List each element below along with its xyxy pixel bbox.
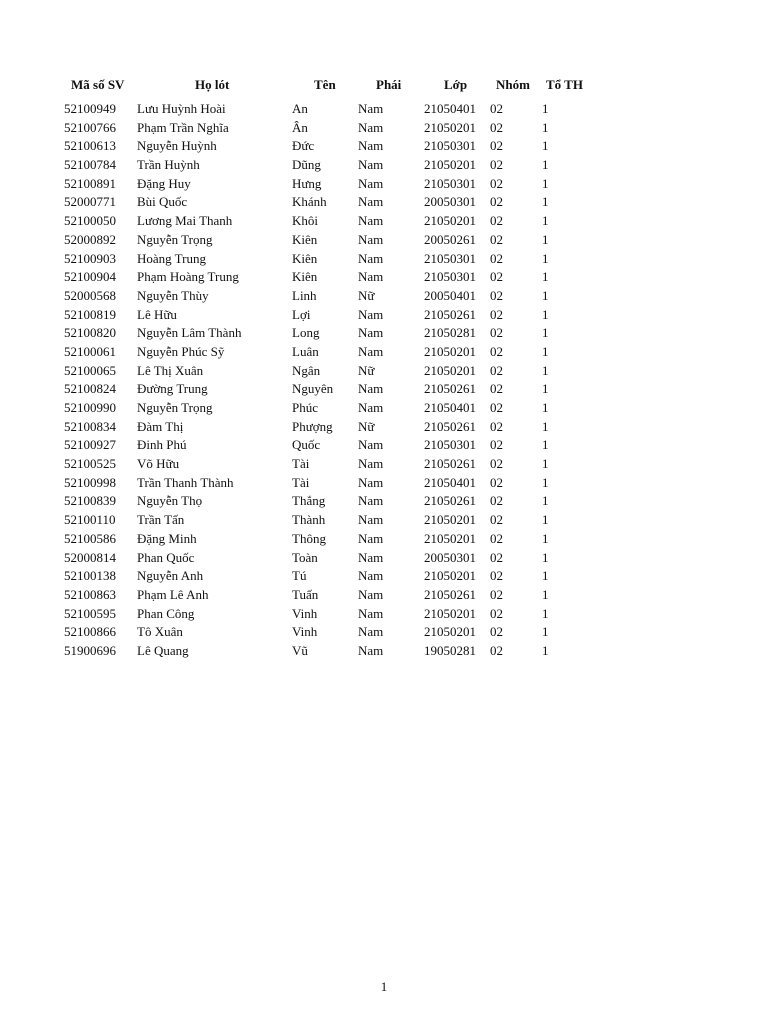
cell-nhom: 02 [490, 642, 503, 658]
cell-nhom: 02 [490, 568, 503, 584]
cell-nhom: 02 [490, 624, 503, 640]
cell-phai: Nam [358, 530, 384, 546]
cell-nhom: 02 [490, 343, 503, 359]
cell-ho-lot: Bùi Quốc [137, 194, 188, 210]
cell-ma-so-sv: 52000568 [64, 287, 116, 303]
cell-nhom: 02 [490, 250, 503, 266]
cell-phai: Nam [358, 456, 384, 472]
cell-ten: Tú [292, 568, 307, 584]
cell-to-th: 1 [542, 530, 549, 546]
cell-nhom: 02 [490, 605, 503, 621]
cell-phai: Nam [358, 250, 384, 266]
cell-ma-so-sv: 52100904 [64, 269, 116, 285]
cell-ma-so-sv: 52100525 [64, 456, 116, 472]
cell-lop: 19050281 [424, 642, 476, 658]
cell-ho-lot: Phan Quốc [137, 549, 195, 565]
cell-ma-so-sv: 52100110 [64, 512, 116, 528]
cell-ma-so-sv: 52000892 [64, 231, 116, 247]
cell-lop: 21050301 [424, 175, 476, 191]
cell-ho-lot: Trần Huỳnh [137, 157, 200, 173]
cell-ten: Tài [292, 456, 310, 472]
table-row [64, 418, 604, 437]
cell-phai: Nam [358, 624, 384, 640]
cell-nhom: 02 [490, 157, 503, 173]
table-row [64, 623, 604, 642]
cell-lop: 21050261 [424, 306, 476, 322]
cell-ho-lot: Đường Trung [137, 381, 208, 397]
cell-ten: Linh [292, 287, 317, 303]
table-row [64, 436, 604, 455]
cell-nhom: 02 [490, 213, 503, 229]
cell-ho-lot: Phạm Hoàng Trung [137, 269, 239, 285]
cell-lop: 21050201 [424, 362, 476, 378]
cell-ma-so-sv: 52100613 [64, 138, 116, 154]
cell-ho-lot: Đặng Minh [137, 530, 197, 546]
cell-to-th: 1 [542, 194, 549, 210]
table-row [64, 362, 604, 381]
cell-ten: Ngân [292, 362, 321, 378]
cell-lop: 21050261 [424, 381, 476, 397]
cell-phai: Nữ [358, 287, 375, 303]
header-lop: Lớp [444, 77, 468, 92]
cell-ten: Nguyên [292, 381, 334, 397]
cell-phai: Nữ [358, 362, 375, 378]
cell-nhom: 02 [490, 512, 503, 528]
cell-ho-lot: Nguyễn Trọng [137, 231, 213, 247]
cell-ho-lot: Lưu Huỳnh Hoài [137, 101, 226, 116]
cell-ho-lot: Lê Quang [137, 642, 189, 658]
cell-ma-so-sv: 52100866 [64, 624, 116, 640]
header-phai: Phái [376, 77, 402, 92]
cell-ho-lot: Đàm Thị [137, 418, 184, 434]
cell-nhom: 02 [490, 325, 503, 341]
cell-ma-so-sv: 52100784 [64, 157, 116, 173]
table-row [64, 193, 604, 212]
cell-lop: 21050261 [424, 586, 476, 602]
cell-phai: Nam [358, 306, 384, 322]
cell-ho-lot: Trần Tấn [137, 512, 185, 528]
cell-nhom: 02 [490, 175, 503, 191]
cell-ma-so-sv: 52100766 [64, 119, 116, 135]
cell-nhom: 02 [490, 231, 503, 247]
cell-phai: Nam [358, 175, 384, 191]
table-row [64, 156, 604, 175]
table-row [64, 119, 604, 138]
cell-ma-so-sv: 52100949 [64, 101, 116, 116]
cell-phai: Nam [358, 586, 384, 602]
table-row [64, 250, 604, 269]
cell-nhom: 02 [490, 456, 503, 472]
cell-to-th: 1 [542, 568, 549, 584]
cell-nhom: 02 [490, 586, 503, 602]
table-row [64, 492, 604, 511]
cell-phai: Nam [358, 101, 384, 116]
student-table [64, 75, 604, 661]
cell-ho-lot: Nguyễn Thùy [137, 287, 209, 303]
cell-ten: Phúc [292, 400, 318, 415]
cell-lop: 21050301 [424, 138, 476, 154]
cell-to-th: 1 [542, 512, 549, 528]
cell-ho-lot: Lê Thị Xuân [137, 362, 204, 378]
cell-ma-so-sv: 52000771 [64, 194, 116, 210]
cell-to-th: 1 [542, 157, 549, 173]
cell-ma-so-sv: 52100065 [64, 362, 116, 378]
cell-to-th: 1 [542, 586, 549, 602]
cell-ma-so-sv: 52100138 [64, 568, 116, 584]
header-to-th: Tổ TH [546, 77, 583, 92]
header-ho-lot: Họ lót [195, 77, 230, 92]
cell-ho-lot: Nguyễn Lâm Thành [137, 325, 242, 341]
cell-to-th: 1 [542, 269, 549, 285]
table-row [64, 530, 604, 549]
table-row [64, 306, 604, 325]
cell-to-th: 1 [542, 213, 549, 229]
cell-nhom: 02 [490, 306, 503, 322]
cell-to-th: 1 [542, 624, 549, 640]
cell-phai: Nam [358, 119, 384, 135]
cell-to-th: 1 [542, 605, 549, 621]
cell-nhom: 02 [490, 493, 503, 509]
table-row [64, 380, 604, 399]
cell-ten: Quốc [292, 437, 321, 453]
cell-nhom: 02 [490, 287, 503, 303]
cell-ma-so-sv: 52100824 [64, 381, 116, 397]
cell-ten: Thông [292, 530, 326, 546]
cell-phai: Nam [358, 269, 384, 285]
cell-phai: Nam [358, 138, 384, 154]
page-number: 1 [380, 979, 388, 994]
cell-ma-so-sv: 52100834 [64, 418, 116, 434]
cell-ten: Tuấn [292, 586, 319, 602]
cell-lop: 21050281 [424, 325, 476, 341]
cell-ten: An [292, 101, 308, 116]
cell-to-th: 1 [542, 362, 549, 378]
cell-nhom: 02 [490, 530, 503, 546]
table-row [64, 287, 604, 306]
cell-lop: 20050261 [424, 231, 476, 247]
table-row [64, 100, 604, 119]
cell-ten: Toàn [292, 549, 318, 565]
table-row [64, 567, 604, 586]
cell-lop: 21050261 [424, 456, 476, 472]
header-ma-so-sv: Mã số SV [71, 77, 125, 92]
cell-to-th: 1 [542, 437, 549, 453]
cell-nhom: 02 [490, 119, 503, 135]
table-header-row [64, 75, 604, 95]
cell-phai: Nam [358, 437, 384, 453]
cell-ten: Khôi [292, 213, 318, 229]
cell-lop: 20050401 [424, 287, 476, 303]
cell-to-th: 1 [542, 549, 549, 565]
cell-ho-lot: Trần Thanh Thành [137, 474, 234, 490]
table-row [64, 549, 604, 568]
cell-ho-lot: Phan Công [137, 605, 195, 621]
table-row [64, 137, 604, 156]
cell-nhom: 02 [490, 437, 503, 453]
cell-ma-so-sv: 52100863 [64, 586, 116, 602]
cell-ma-so-sv: 51900696 [64, 642, 116, 658]
cell-ho-lot: Nguyễn Phúc Sỹ [137, 343, 225, 359]
cell-ho-lot: Đinh Phú [137, 437, 187, 453]
cell-ho-lot: Lương Mai Thanh [137, 213, 233, 229]
cell-nhom: 02 [490, 269, 503, 285]
cell-ten: Hưng [292, 175, 322, 191]
cell-to-th: 1 [542, 287, 549, 303]
cell-lop: 21050401 [424, 474, 476, 490]
cell-lop: 21050201 [424, 119, 476, 135]
cell-nhom: 02 [490, 101, 503, 116]
table-row [64, 642, 604, 661]
cell-phai: Nam [358, 231, 384, 247]
cell-ho-lot: Nguyễn Huỳnh [137, 138, 217, 154]
cell-phai: Nữ [358, 418, 375, 434]
cell-lop: 21050201 [424, 343, 476, 359]
cell-ten: Dũng [292, 157, 321, 173]
table-row [64, 343, 604, 362]
cell-ten: Vũ [292, 642, 308, 658]
cell-ho-lot: Nguyễn Thọ [137, 493, 203, 509]
cell-ma-so-sv: 52100903 [64, 250, 116, 266]
cell-ma-so-sv: 52100820 [64, 325, 116, 341]
cell-phai: Nam [358, 400, 384, 415]
cell-to-th: 1 [542, 474, 549, 490]
cell-phai: Nam [358, 512, 384, 528]
cell-phai: Nam [358, 605, 384, 621]
cell-to-th: 1 [542, 493, 549, 509]
cell-to-th: 1 [542, 175, 549, 191]
cell-ten: Tài [292, 474, 310, 490]
cell-ho-lot: Nguyễn Trọng [137, 400, 213, 415]
table-body [64, 100, 604, 661]
cell-ma-so-sv: 52100891 [64, 175, 116, 191]
table-row [64, 212, 604, 231]
cell-ma-so-sv: 52100595 [64, 605, 116, 621]
cell-ten: Kiên [292, 269, 318, 285]
cell-to-th: 1 [542, 642, 549, 658]
cell-lop: 21050261 [424, 418, 476, 434]
cell-to-th: 1 [542, 400, 549, 415]
table-row [64, 511, 604, 530]
cell-ho-lot: Phạm Lê Anh [137, 586, 209, 602]
cell-lop: 21050261 [424, 493, 476, 509]
cell-to-th: 1 [542, 138, 549, 154]
cell-lop: 21050201 [424, 157, 476, 173]
cell-phai: Nam [358, 381, 384, 397]
cell-to-th: 1 [542, 101, 549, 116]
cell-ma-so-sv: 52000814 [64, 549, 116, 565]
cell-ten: Kiên [292, 250, 318, 266]
cell-to-th: 1 [542, 418, 549, 434]
cell-ma-so-sv: 52100998 [64, 474, 116, 490]
cell-ma-so-sv: 52100927 [64, 437, 116, 453]
header-nhom: Nhóm [496, 77, 530, 92]
cell-ho-lot: Hoàng Trung [137, 250, 206, 266]
cell-lop: 21050201 [424, 605, 476, 621]
cell-lop: 21050201 [424, 568, 476, 584]
cell-phai: Nam [358, 474, 384, 490]
cell-ho-lot: Võ Hữu [137, 456, 180, 472]
cell-ma-so-sv: 52100839 [64, 493, 116, 509]
cell-lop: 21050201 [424, 530, 476, 546]
table-row [64, 605, 604, 624]
cell-to-th: 1 [542, 250, 549, 266]
cell-to-th: 1 [542, 381, 549, 397]
cell-ten: Đức [292, 138, 315, 154]
cell-ma-so-sv: 52100050 [64, 213, 116, 229]
cell-nhom: 02 [490, 138, 503, 154]
table-row [64, 586, 604, 605]
cell-nhom: 02 [490, 474, 503, 490]
cell-ten: Luân [292, 343, 319, 359]
cell-nhom: 02 [490, 362, 503, 378]
cell-nhom: 02 [490, 400, 503, 415]
cell-to-th: 1 [542, 231, 549, 247]
cell-ma-so-sv: 52100990 [64, 400, 116, 415]
cell-ten: Khánh [292, 194, 327, 210]
table-row [64, 455, 604, 474]
cell-phai: Nam [358, 568, 384, 584]
cell-ten: Long [292, 325, 320, 341]
cell-lop: 21050201 [424, 512, 476, 528]
cell-phai: Nam [358, 213, 384, 229]
cell-nhom: 02 [490, 194, 503, 210]
cell-nhom: 02 [490, 418, 503, 434]
cell-phai: Nam [358, 549, 384, 565]
cell-lop: 21050301 [424, 269, 476, 285]
cell-to-th: 1 [542, 119, 549, 135]
cell-lop: 21050301 [424, 437, 476, 453]
table-row [64, 399, 604, 418]
cell-ho-lot: Nguyễn Anh [137, 568, 204, 584]
cell-ten: Ân [292, 119, 308, 135]
cell-phai: Nam [358, 157, 384, 173]
cell-ten: Lợi [292, 306, 311, 322]
cell-lop: 21050201 [424, 213, 476, 229]
cell-ma-so-sv: 52100061 [64, 343, 116, 359]
cell-to-th: 1 [542, 306, 549, 322]
cell-phai: Nam [358, 325, 384, 341]
cell-phai: Nam [358, 343, 384, 359]
cell-to-th: 1 [542, 325, 549, 341]
cell-lop: 21050201 [424, 624, 476, 640]
cell-ma-so-sv: 52100586 [64, 530, 116, 546]
cell-ten: Vinh [292, 624, 318, 640]
cell-ten: Vinh [292, 605, 318, 621]
table-row [64, 175, 604, 194]
cell-to-th: 1 [542, 456, 549, 472]
table-row [64, 268, 604, 287]
cell-lop: 20050301 [424, 194, 476, 210]
cell-ten: Phượng [292, 418, 333, 434]
cell-phai: Nam [358, 642, 384, 658]
cell-ho-lot: Lê Hữu [137, 306, 177, 322]
cell-ho-lot: Tô Xuân [137, 624, 183, 640]
cell-ten: Thành [292, 512, 326, 528]
cell-to-th: 1 [542, 343, 549, 359]
cell-lop: 21050401 [424, 101, 476, 116]
cell-ho-lot: Phạm Trần Nghĩa [137, 119, 229, 135]
table-row [64, 231, 604, 250]
table-row [64, 324, 604, 343]
cell-lop: 21050301 [424, 250, 476, 266]
cell-ho-lot: Đặng Huy [137, 175, 191, 191]
cell-ten: Thắng [292, 493, 326, 509]
cell-ma-so-sv: 52100819 [64, 306, 116, 322]
header-ten: Tên [314, 77, 336, 92]
cell-lop: 21050401 [424, 400, 476, 415]
cell-phai: Nam [358, 493, 384, 509]
table-row [64, 474, 604, 493]
cell-lop: 20050301 [424, 549, 476, 565]
cell-phai: Nam [358, 194, 384, 210]
cell-nhom: 02 [490, 549, 503, 565]
cell-ten: Kiên [292, 231, 318, 247]
cell-nhom: 02 [490, 381, 503, 397]
